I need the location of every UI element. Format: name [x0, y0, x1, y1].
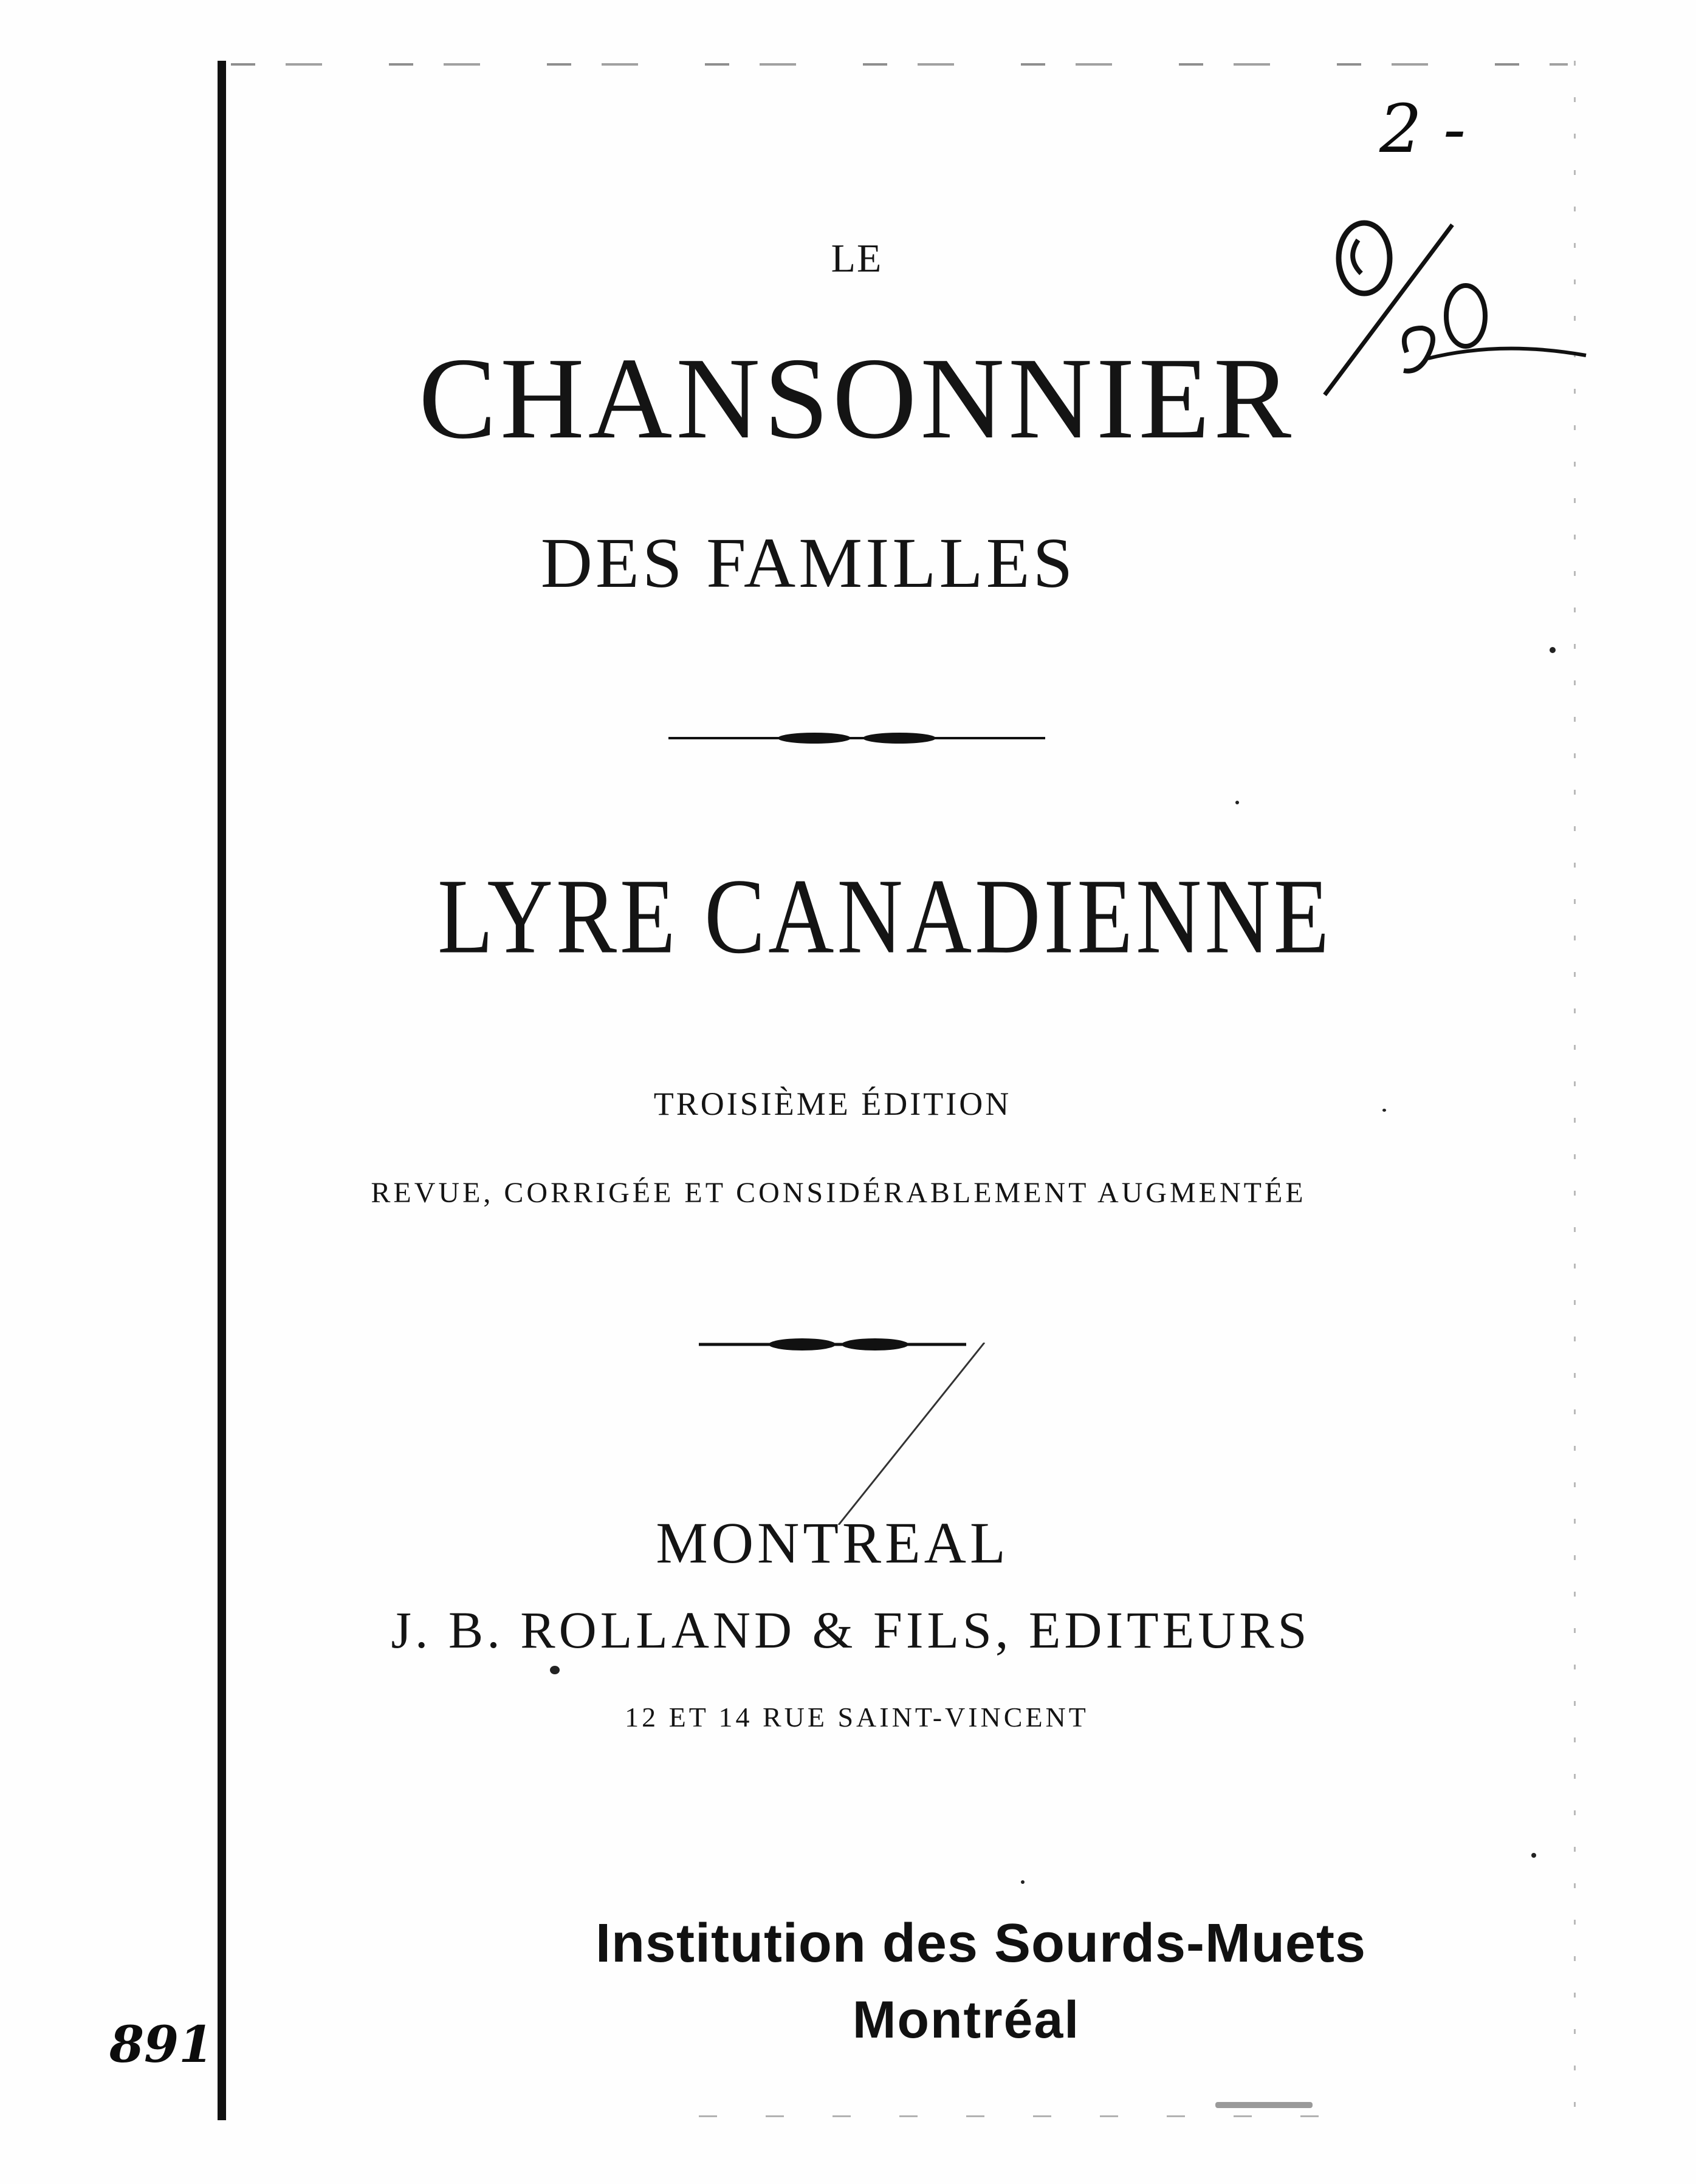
imprint-publisher: J. B. ROLLAND & FILS, EDITEURS	[391, 1601, 1311, 1659]
bottom-page-edge	[699, 2115, 1367, 2117]
ownership-stamp-line1: Institution des Sourds-Muets	[596, 1913, 1367, 1974]
title-article: LE	[831, 236, 883, 281]
edition-line: TROISIÈME ÉDITION	[653, 1086, 1012, 1122]
top-page-edge	[231, 63, 1568, 66]
ink-smudge	[1215, 2102, 1313, 2108]
ownership-stamp-line2: Montréal	[852, 1991, 1080, 2049]
ink-speck	[1235, 801, 1239, 804]
ink-speck	[1550, 647, 1556, 653]
ink-speck	[550, 1666, 560, 1674]
binding-edge-line	[218, 61, 226, 2120]
alt-title: LYRE CANADIENNE	[438, 857, 1333, 976]
book-title: CHANSONNIER	[418, 334, 1296, 463]
handwritten-bottom-mark: 891	[109, 2016, 214, 2074]
pencil-stroke	[833, 1343, 1003, 1525]
ink-speck	[1382, 1109, 1386, 1112]
ornamental-rule-top	[668, 729, 1045, 747]
handwritten-top-mark: 2 -	[1379, 90, 1466, 168]
imprint-city: MONTREAL	[656, 1510, 1009, 1575]
imprint-address: 12 ET 14 RUE SAINT-VINCENT	[625, 1702, 1089, 1733]
ink-speck	[1021, 1880, 1025, 1884]
edition-note: REVUE, CORRIGÉE ET CONSIDÉRABLEMENT AUGMENTÉE	[371, 1177, 1306, 1209]
book-subtitle: DES FAMILLES	[540, 523, 1076, 603]
ink-speck	[1531, 1853, 1536, 1858]
